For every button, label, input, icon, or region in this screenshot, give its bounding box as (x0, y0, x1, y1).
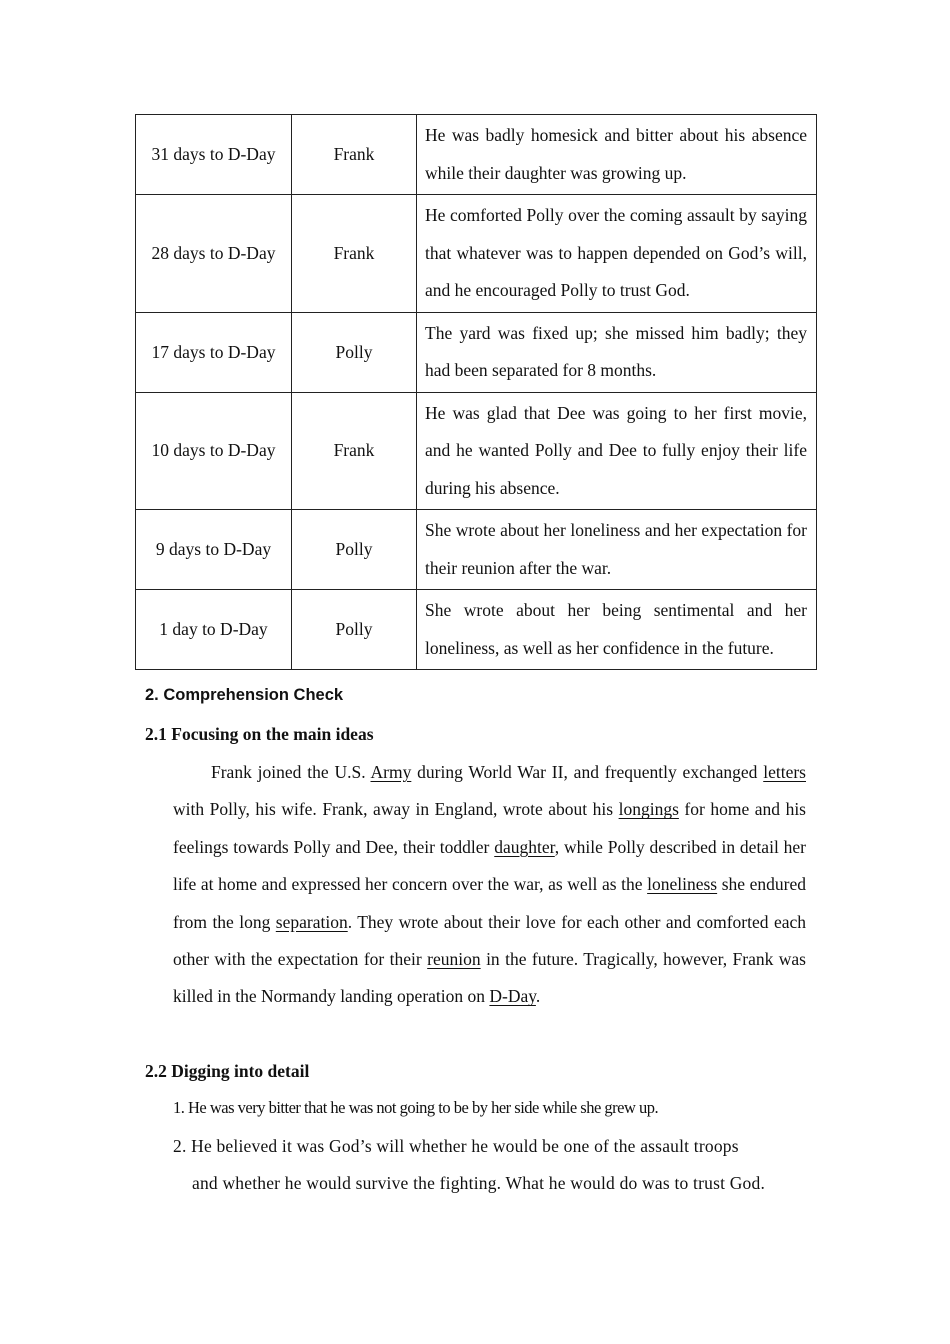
cell-content: She wrote about her loneliness and her expectation for their reunion after the war. (417, 510, 817, 590)
blank-answer: Army (370, 762, 412, 782)
cell-time: 10 days to D-Day (136, 392, 292, 510)
paragraph-text: she endured from the long (173, 874, 806, 932)
table-row (136, 590, 817, 670)
main-ideas-heading: 2.1 Focusing on the main ideas (145, 724, 374, 744)
cell-writer: Polly (292, 590, 417, 670)
paragraph-text: during World War II, and frequently exchanged (411, 762, 764, 782)
paragraph-text: for home and his feelings towards Polly and Dee, their toddler (173, 799, 806, 857)
paragraph-text: with Polly, his wife. Frank, away in England, wrote about his (173, 799, 619, 820)
cell-content: She wrote about her being sentimental and her loneliness, as well as her confidence in the future. (417, 590, 817, 670)
cell-writer: Frank (292, 195, 417, 313)
cell-time: 28 days to D-Day (136, 195, 292, 313)
blank-answer: daughter (494, 836, 555, 857)
paragraph-text: in the future. Tragically, however, Frank was killed in the Normandy landing operation on (173, 949, 806, 1007)
table-row (136, 115, 817, 195)
table-row (136, 510, 817, 590)
cell-content: He comforted Polly over the coming assault by saying that whatever was to happen depended on God’s will, and he encouraged Polly to trust God. (417, 195, 817, 313)
summary-paragraph (173, 754, 806, 1016)
blank-answer: letters (763, 762, 806, 782)
blank-answer: reunion (427, 949, 481, 970)
cell-content: He was glad that Dee was going to her first movie, and he wanted Polly and Dee to fully enjoy their life during his absence. (417, 392, 817, 510)
paragraph-text: . (535, 986, 541, 1007)
paragraph-text: Frank joined the U.S. (211, 762, 371, 782)
cell-time: 31 days to D-Day (136, 115, 292, 195)
paragraph-text: . They wrote about their love for each other and comforted each other with the expectation for their (173, 911, 806, 970)
cell-content: He was badly homesick and bitter about his absence while their daughter was growing up. (417, 115, 817, 195)
cell-writer: Polly (292, 510, 417, 590)
detail-answer-2-line-2: and whether he would survive the fighting. What he would do was to trust God. (192, 1173, 766, 1194)
section-title: 2. Comprehension Check (145, 686, 344, 704)
cell-writer: Frank (292, 392, 417, 510)
table-row (136, 195, 817, 313)
blank-answer: longings (618, 799, 679, 820)
table-row (136, 312, 817, 392)
cell-time: 17 days to D-Day (136, 312, 292, 392)
detail-heading: 2.2 Digging into detail (145, 1061, 310, 1081)
paragraph-text: , while Polly described in detail her life at home and expressed her concern over the war, as well as the (173, 836, 807, 895)
blank-answer: D-Day (489, 986, 536, 1007)
letters-table (135, 114, 817, 670)
blank-answer: separation (275, 911, 348, 932)
cell-content: The yard was fixed up; she missed him badly; they had been separated for 8 months. (417, 312, 817, 392)
table-row (136, 392, 817, 510)
detail-answer-2 (173, 1128, 838, 1203)
detail-answer-1: 1. He was very bitter that he was not going to be by her side while she grew up. (173, 1098, 659, 1117)
cell-writer: Polly (292, 312, 417, 392)
blank-answer: loneliness (647, 874, 718, 895)
cell-writer: Frank (292, 115, 417, 195)
detail-answer-2-line-1: 2. He believed it was God’s will whether he would be one of the assault troops (173, 1136, 739, 1156)
cell-time: 9 days to D-Day (136, 510, 292, 590)
cell-time: 1 day to D-Day (136, 590, 292, 670)
